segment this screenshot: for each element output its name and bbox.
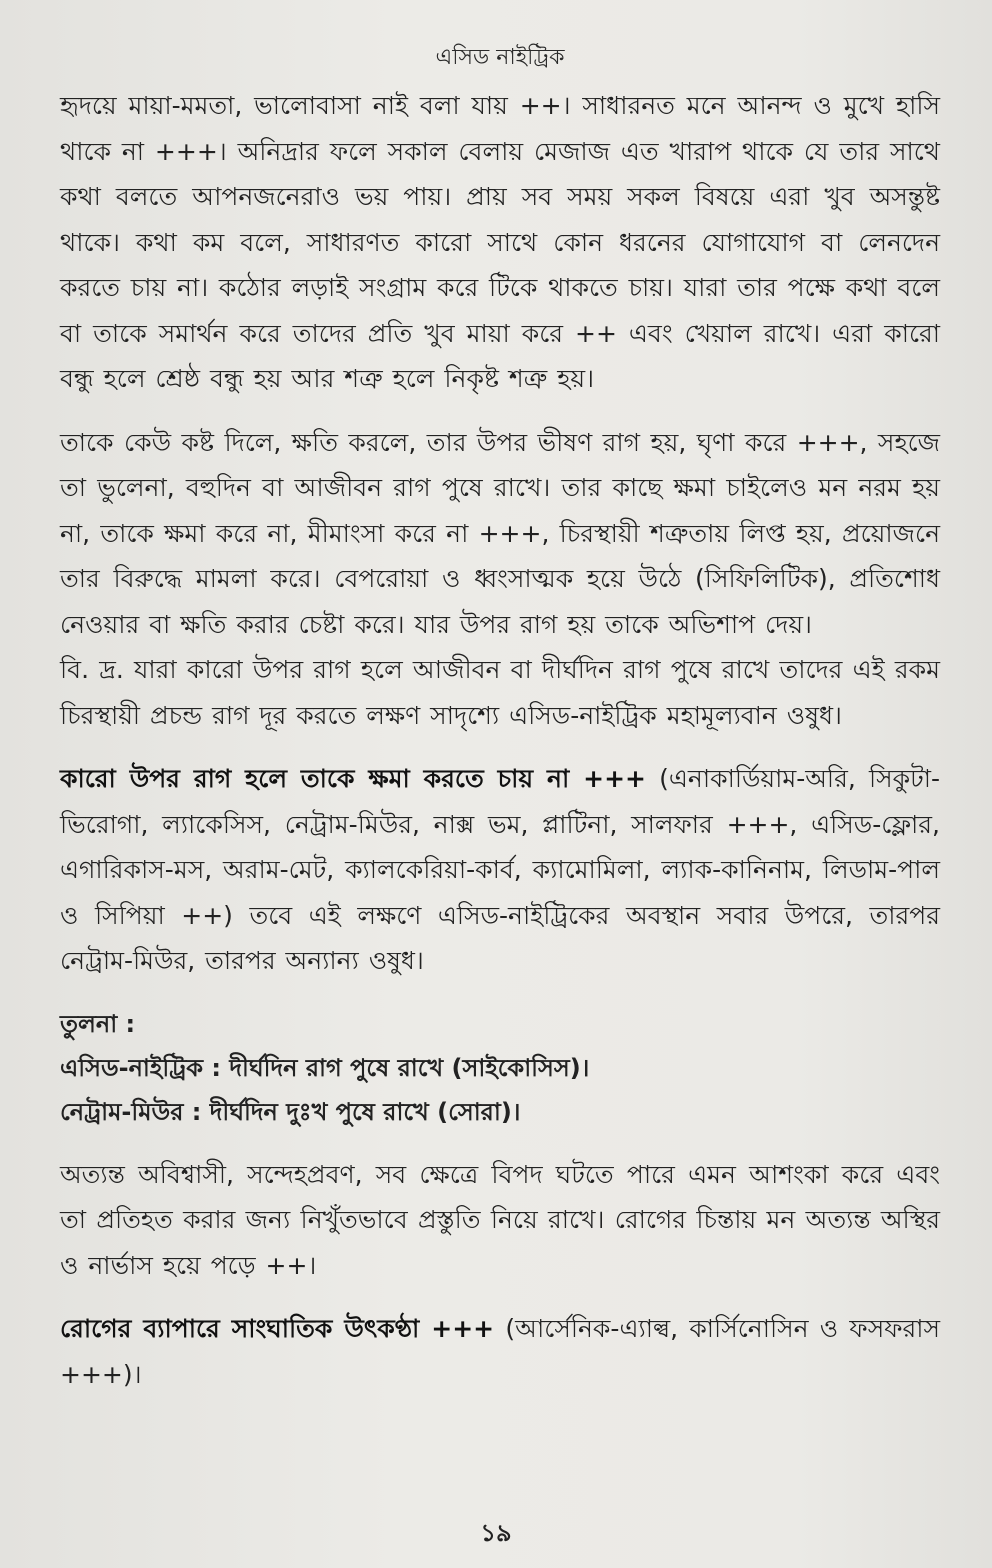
page-number: ১৯ bbox=[480, 1519, 512, 1547]
paragraph-6-remedies: (আর্সেনিক-এ্যাল্ব, কার্সিনোসিন ও ফসফরাস +++)। bbox=[60, 1314, 940, 1389]
running-head: এসিড নাইট্রিক bbox=[435, 45, 565, 70]
paragraph-4-remedies: (এনাকার্ডিয়াম-অরি, সিকুটা-ভিরোগা, ল্যাকেসিস, নেট্রাম-মিউর, নাক্স ভম, প্লাটিনা, সালফার +++, এসিড-ফ্লোর, এগারিকাস-মস, অরাম-মেট, ক্যালকেরিয়া-কার্ব, ক্যামোমিলা, ল্যাক-কানিনাম, লিডাম-পাল ও সিপিয়া ++) তবে এই লক্ষণে এসিড-নাইট্রিকের অবস্থান সবার উপরে, তারপর নেট্রাম-মিউর, তারপর অন্যান্য ওষুধ। bbox=[60, 764, 940, 975]
comparison-heading: তুলনা : bbox=[60, 1009, 136, 1038]
paragraph-6 bbox=[60, 1306, 940, 1397]
paragraph-4-emphasis: কারো উপর রাগ হলে তাকে ক্ষমা করতে চায় না +++ bbox=[60, 764, 646, 793]
paragraph-5: অত্যন্ত অবিশ্বাসী, সন্দেহপ্রবণ, সব ক্ষেত্রে বিপদ ঘটতে পারে এমন আশংকা করে এবং তা প্রতিহত করার জন্য নিখুঁতভাবে প্রস্তুতি নিয়ে রাখে। রোগের চিন্তায় মন অত্যন্ত অস্থির ও নার্ভাস হয়ে পড়ে ++। bbox=[60, 1159, 940, 1280]
paragraph-1: হৃদয়ে মায়া-মমতা, ভালোবাসা নাই বলা যায় ++। সাধারনত মনে আনন্দ ও মুখে হাসি থাকে না +++। অনিদ্রার ফলে সকাল বেলায় মেজাজ এত খারাপ থাকে যে তার সাথে কথা বলতে আপনজনেরাও ভয় পায়। প্রায় সব সময় সকল বিষয়ে এরা খুব অসন্তুষ্ট থাকে। কথা কম বলে, সাধারণত কারো সাথে কোন ধরনের যোগাযোগ বা লেনদেন করতে চায় না। কঠোর লড়াই সংগ্রাম করে টিকে থাকতে চায়। যারা তার পক্ষে কথা বলে বা তাকে সমার্থন করে তাদের প্রতি খুব মায়া করে ++ এবং খেয়াল রাখে। এরা কারো বন্ধু হলে শ্রেষ্ঠ বন্ধু হয় আর শত্রু হলে নিকৃষ্ট শত্রু হয়। bbox=[60, 91, 940, 393]
comparison-line-1: এসিড-নাইট্রিক : দীর্ঘদিন রাগ পুষে রাখে (সাইকোসিস)। bbox=[60, 1053, 590, 1082]
paragraph-4 bbox=[60, 756, 940, 984]
paragraph-6-emphasis: রোগের ব্যাপারে সাংঘাতিক উৎকণ্ঠা +++ bbox=[60, 1314, 495, 1343]
comparison-line-2: নেট্রাম-মিউর : দীর্ঘদিন দুঃখ পুষে রাখে (সোরা)। bbox=[60, 1097, 521, 1126]
paragraph-2: তাকে কেউ কষ্ট দিলে, ক্ষতি করলে, তার উপর ভীষণ রাগ হয়, ঘৃণা করে +++, সহজে তা ভুলেনা, বহুদিন বা আজীবন রাগ পুষে রাখে। তার কাছে ক্ষমা চাইলেও মন নরম হয় না, তাকে ক্ষমা করে না, মীমাংসা করে না +++, চিরস্থায়ী শত্রুতায় লিপ্ত হয়, প্রয়োজনে তার বিরুদ্ধে মামলা করে। বেপরোয়া ও ধ্বংসাত্মক হয়ে উঠে (সিফিলিটিক), প্রতিশোধ নেওয়ার বা ক্ষতি করার চেষ্টা করে। যার উপর রাগ হয় তাকে অভিশাপ দেয়। bbox=[60, 427, 940, 639]
paragraph-note: বি. দ্র. যারা কারো উপর রাগ হলে আজীবন বা দীর্ঘদিন রাগ পুষে রাখে তাদের এই রকম চিরস্থায়ী প্রচন্ড রাগ দূর করতে লক্ষণ সাদৃশ্যে এসিড-নাইট্রিক মহামূল্যবান ওষুধ। bbox=[60, 655, 940, 730]
